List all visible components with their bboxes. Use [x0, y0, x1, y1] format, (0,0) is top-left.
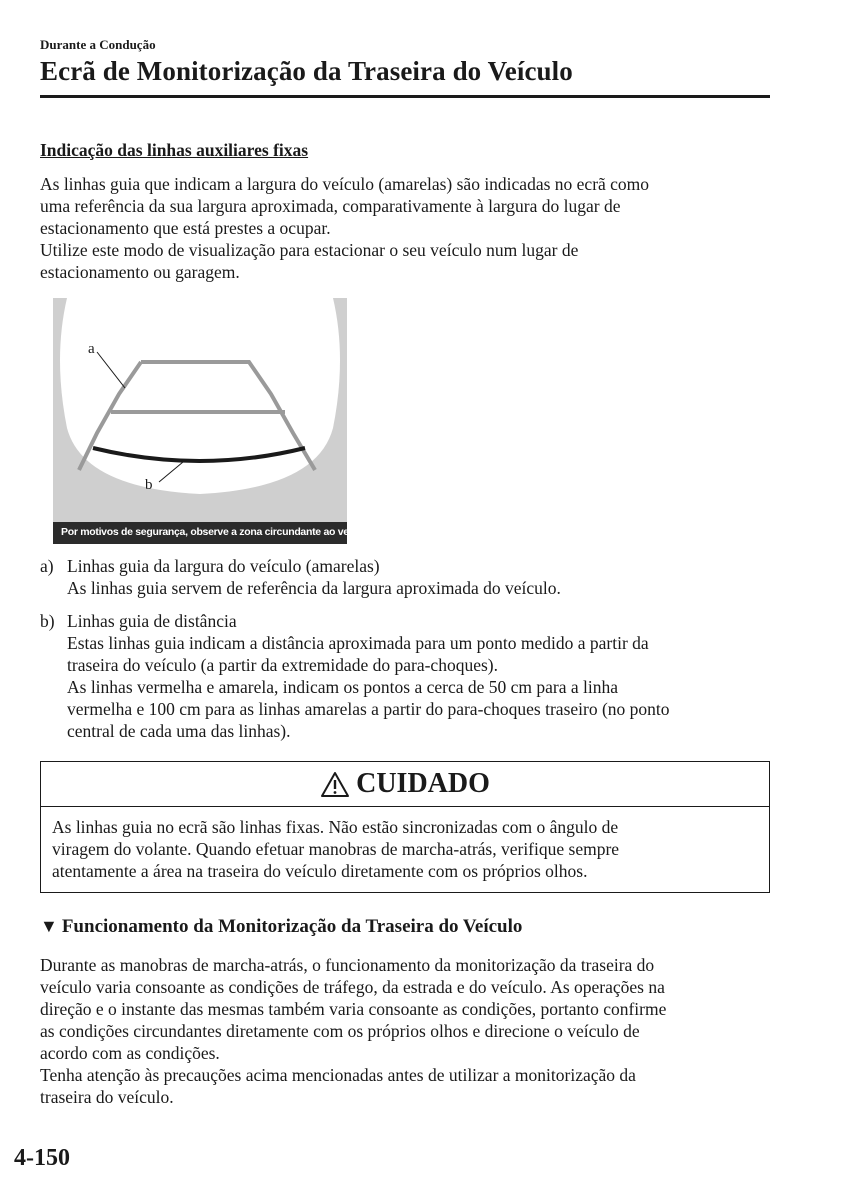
page-title: Ecrã de Monitorização da Traseira do Veículo	[40, 56, 573, 86]
intro-line: estacionamento ou garagem.	[40, 262, 240, 282]
triangle-bullet-icon: ▼	[40, 916, 58, 936]
operation-line: direção e o instante das mesmas também varia consoante as condições, portanto confirme	[40, 999, 667, 1019]
warning-triangle-icon	[320, 771, 350, 798]
operation-line: traseira do veículo.	[40, 1087, 174, 1107]
fixed-lines-intro	[40, 173, 770, 283]
list-marker: b)	[40, 611, 55, 631]
caution-text	[41, 807, 769, 882]
camera-figure	[53, 298, 372, 544]
operation-paragraph	[40, 954, 770, 1108]
list-line: Linhas guia da largura do veículo (amarelas)	[67, 556, 380, 576]
list-line: vermelha e 100 cm para as linhas amarelas a partir do para-choques traseiro (no ponto	[67, 699, 670, 719]
intro-line: As linhas guia que indicam a largura do veículo (amarelas) são indicadas no ecrã como	[40, 174, 650, 194]
operation-line: Durante as manobras de marcha-atrás, o funcionamento da monitorização da traseira do	[40, 955, 655, 975]
operation-heading-text: Funcionamento da Monitorização da Traseira do Veículo	[61, 916, 523, 937]
list-line: central de cada uma das linhas).	[67, 721, 291, 741]
rear-camera-view-illustration	[53, 298, 347, 544]
caution-line: viragem do volante. Quando efetuar manobras de marcha-atrás, verifique sempre	[52, 839, 620, 859]
section-label: Durante a Condução	[40, 37, 156, 52]
caution-header	[41, 762, 769, 807]
intro-line: estacionamento que está prestes a ocupar.	[40, 218, 331, 238]
operation-line: veículo varia consoante as condições de tráfego, da estrada e do veículo. As operações na	[40, 977, 665, 997]
intro-line: uma referência da sua largura aproximada, comparativamente à largura do lugar de	[40, 196, 621, 216]
operation-line: Tenha atenção às precauções acima mencionadas antes de utilizar a monitorização da	[40, 1065, 636, 1085]
fixed-lines-heading: Indicação das linhas auxiliares fixas	[40, 140, 309, 160]
caution-line: As linhas guia no ecrã são linhas fixas. Não estão sincronizadas com o ângulo de	[52, 817, 619, 837]
figure-label-a: a	[88, 341, 95, 357]
list-marker: a)	[40, 556, 54, 576]
figure-caption: Por motivos de segurança, observe a zona circundante ao veículo	[61, 526, 372, 538]
operation-line: as condições circundantes diretamente com os próprios olhos e direcione o veículo de	[40, 1021, 640, 1041]
title-rule	[40, 95, 770, 98]
intro-line: Utilize este modo de visualização para estacionar o seu veículo num lugar de	[40, 240, 579, 260]
list-line: As linhas vermelha e amarela, indicam os pontos a cerca de 50 cm para a linha	[67, 677, 619, 697]
operation-heading	[40, 916, 522, 938]
figure-label-b: b	[145, 477, 153, 493]
operation-line: acordo com as condições.	[40, 1043, 220, 1063]
caution-line: atentamente a área na traseira do veículo diretamente com os próprios olhos.	[52, 861, 588, 881]
list-line: traseira do veículo (a partir da extremidade do para-choques).	[67, 655, 498, 675]
caution-box	[40, 761, 770, 893]
list-line: Linhas guia de distância	[67, 611, 237, 631]
page-number: 4-150	[14, 1145, 70, 1171]
figure-caption-bar	[53, 522, 372, 544]
list-line: Estas linhas guia indicam a distância aproximada para um ponto medido a partir da	[67, 633, 649, 653]
caution-title: CUIDADO	[356, 768, 490, 799]
list-line: As linhas guia servem de referência da largura aproximada do veículo.	[67, 578, 561, 598]
